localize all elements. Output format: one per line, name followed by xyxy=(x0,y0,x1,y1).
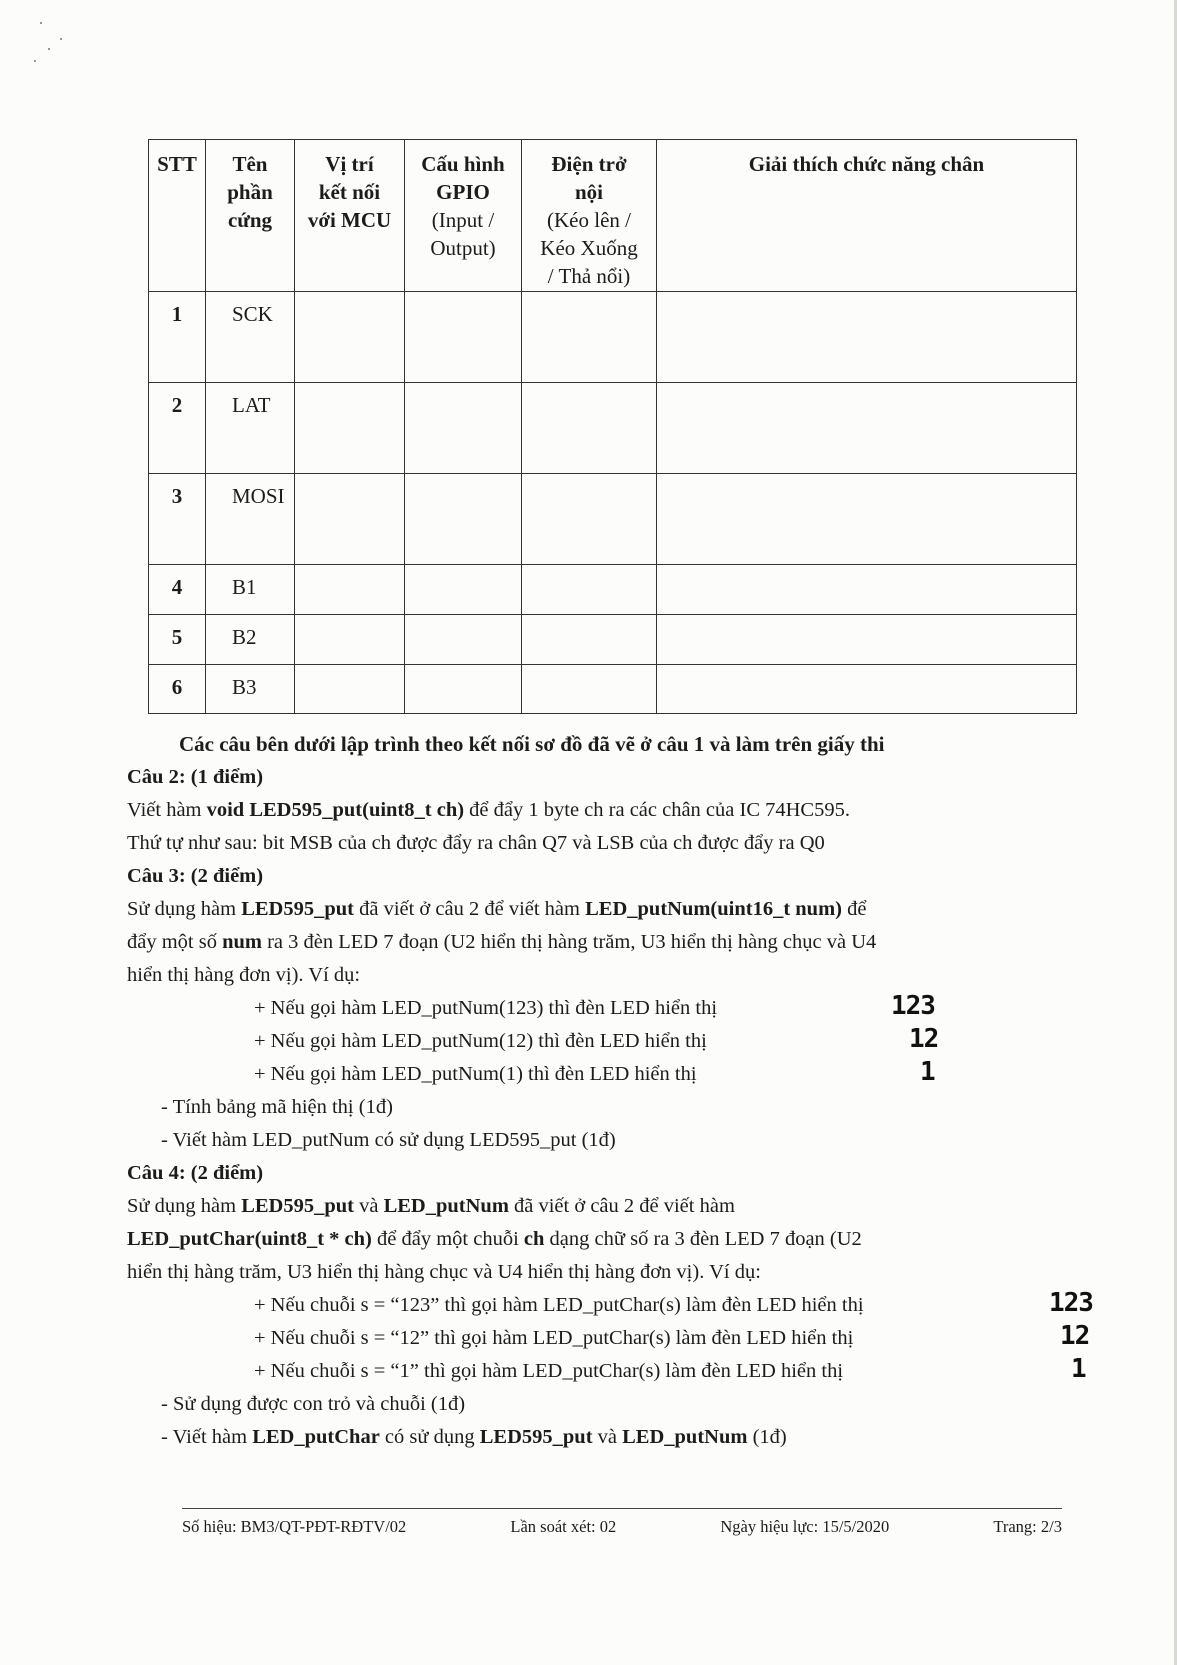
page-footer xyxy=(182,1508,1062,1537)
row-stt: 3 xyxy=(149,474,206,565)
q2-line-1: Viết hàm void LED595_put(uint8_t ch) để đẩy 1 byte ch ra các chân của IC 74HC595. xyxy=(127,799,850,821)
q3-bullet-1: - Tính bảng mã hiện thị (1đ) xyxy=(161,1096,393,1118)
row-name: B3 xyxy=(206,665,295,714)
table-row xyxy=(149,292,1077,383)
cell-empty xyxy=(405,383,522,474)
row-stt: 4 xyxy=(149,565,206,615)
q3-line-3: hiển thị hàng đơn vị). Ví dụ: xyxy=(127,964,361,986)
col-giai-thich: Giải thích chức năng chân xyxy=(657,140,1077,292)
row-name: B1 xyxy=(206,565,295,615)
q3-example-2: + Nếu gọi hàm LED_putNum(12) thì đèn LED hiển thị 12 xyxy=(254,1024,939,1054)
table-row xyxy=(149,665,1077,714)
footer-doc-number: Số hiệu: BM3/QT-PĐT-RĐTV/02 xyxy=(182,1517,407,1536)
table-row xyxy=(149,383,1077,474)
cell-empty xyxy=(657,292,1077,383)
footer-page-number: Trang: 2/3 xyxy=(993,1517,1062,1536)
cell-empty xyxy=(295,615,405,665)
row-stt: 5 xyxy=(149,615,206,665)
cell-empty xyxy=(295,383,405,474)
q3-example-1: + Nếu gọi hàm LED_putNum(123) thì đèn LED hiển thị 123 xyxy=(254,991,935,1021)
cell-empty xyxy=(522,565,657,615)
col-cau-hinh: Cấu hình GPIO (Input / Output) xyxy=(405,140,522,292)
cell-empty xyxy=(405,665,522,714)
q4-bullet-2: - Viết hàm LED_putChar có sử dụng LED595_put và LED_putNum (1đ) xyxy=(161,1426,787,1448)
cell-empty xyxy=(295,665,405,714)
footer-revision: Lần soát xét: 02 xyxy=(510,1517,617,1536)
cell-empty xyxy=(405,615,522,665)
seven-seg-display: 123 xyxy=(891,991,935,1021)
cell-empty xyxy=(657,615,1077,665)
q2-title: Câu 2: (1 điểm) xyxy=(127,766,264,788)
row-name: SCK xyxy=(206,292,295,383)
cell-empty xyxy=(657,665,1077,714)
q4-line-2: LED_putChar(uint8_t * ch) để đẩy một chuỗi ch dạng chữ số ra 3 đèn LED 7 đoạn (U2 xyxy=(127,1228,862,1250)
row-name: LAT xyxy=(206,383,295,474)
col-vi-tri: Vị trí kết nối với MCU xyxy=(295,140,405,292)
question-body xyxy=(127,728,1093,1454)
q3-line-2: đẩy một số num ra 3 đèn LED 7 đoạn (U2 hiển thị hàng trăm, U3 hiển thị hàng chục và U4 xyxy=(127,931,877,953)
scan-specks xyxy=(30,20,80,80)
seven-seg-display: 123 xyxy=(1049,1288,1093,1318)
cell-empty xyxy=(522,383,657,474)
row-stt: 1 xyxy=(149,292,206,383)
col-dien-tro: Điện trở nội (Kéo lên / Kéo Xuống / Thả nổi) xyxy=(522,140,657,292)
cell-empty xyxy=(295,565,405,615)
row-name: MOSI xyxy=(206,474,295,565)
cell-empty xyxy=(295,292,405,383)
seven-seg-display: 12 xyxy=(1060,1321,1090,1351)
cell-empty xyxy=(295,474,405,565)
cell-empty xyxy=(657,383,1077,474)
table-row xyxy=(149,474,1077,565)
seven-seg-display: 1 xyxy=(1071,1354,1086,1384)
q3-example-3: + Nếu gọi hàm LED_putNum(1) thì đèn LED hiển thị 1 xyxy=(254,1057,935,1087)
col-stt: STT xyxy=(149,140,206,292)
cell-empty xyxy=(522,292,657,383)
row-stt: 2 xyxy=(149,383,206,474)
q2-line-2: Thứ tự như sau: bit MSB của ch được đẩy ra chân Q7 và LSB của ch được đẩy ra Q0 xyxy=(127,832,825,854)
hardware-table xyxy=(148,139,1077,714)
q4-example-1: + Nếu chuỗi s = “123” thì gọi hàm LED_putChar(s) làm đèn LED hiển thị 123 xyxy=(254,1288,1093,1318)
q4-example-3: + Nếu chuỗi s = “1” thì gọi hàm LED_putChar(s) làm đèn LED hiển thị 1 xyxy=(254,1354,1086,1384)
row-stt: 6 xyxy=(149,665,206,714)
footer-effective-date: Ngày hiệu lực: 15/5/2020 xyxy=(720,1517,890,1536)
col-ten-phan-cung: Tên phần cứng xyxy=(206,140,295,292)
cell-empty xyxy=(405,474,522,565)
intro-line: Các câu bên dưới lập trình theo kết nối sơ đồ đã vẽ ở câu 1 và làm trên giấy thi xyxy=(179,732,885,756)
q3-line-1: Sử dụng hàm LED595_put đã viết ở câu 2 để viết hàm LED_putNum(uint16_t num) để xyxy=(127,898,867,920)
q4-bullet-1: - Sử dụng được con trỏ và chuỗi (1đ) xyxy=(161,1393,466,1415)
cell-empty xyxy=(522,474,657,565)
seven-seg-display: 12 xyxy=(909,1024,939,1054)
q4-example-2: + Nếu chuỗi s = “12” thì gọi hàm LED_putChar(s) làm đèn LED hiển thị 12 xyxy=(254,1321,1090,1351)
q4-title: Câu 4: (2 điểm) xyxy=(127,1162,264,1184)
q4-line-1: Sử dụng hàm LED595_put và LED_putNum đã viết ở câu 2 để viết hàm xyxy=(127,1195,735,1217)
table-row xyxy=(149,565,1077,615)
table-row xyxy=(149,615,1077,665)
cell-empty xyxy=(522,615,657,665)
cell-empty xyxy=(657,474,1077,565)
cell-empty xyxy=(405,292,522,383)
cell-empty xyxy=(522,665,657,714)
seven-seg-display: 1 xyxy=(920,1057,935,1087)
q3-bullet-2: - Viết hàm LED_putNum có sử dụng LED595_put (1đ) xyxy=(161,1129,616,1151)
cell-empty xyxy=(657,565,1077,615)
q4-line-3: hiển thị hàng trăm, U3 hiển thị hàng chục và U4 hiển thị hàng đơn vị). Ví dụ: xyxy=(127,1261,761,1283)
cell-empty xyxy=(405,565,522,615)
row-name: B2 xyxy=(206,615,295,665)
q3-title: Câu 3: (2 điểm) xyxy=(127,865,264,887)
table-header-row xyxy=(149,140,1077,292)
